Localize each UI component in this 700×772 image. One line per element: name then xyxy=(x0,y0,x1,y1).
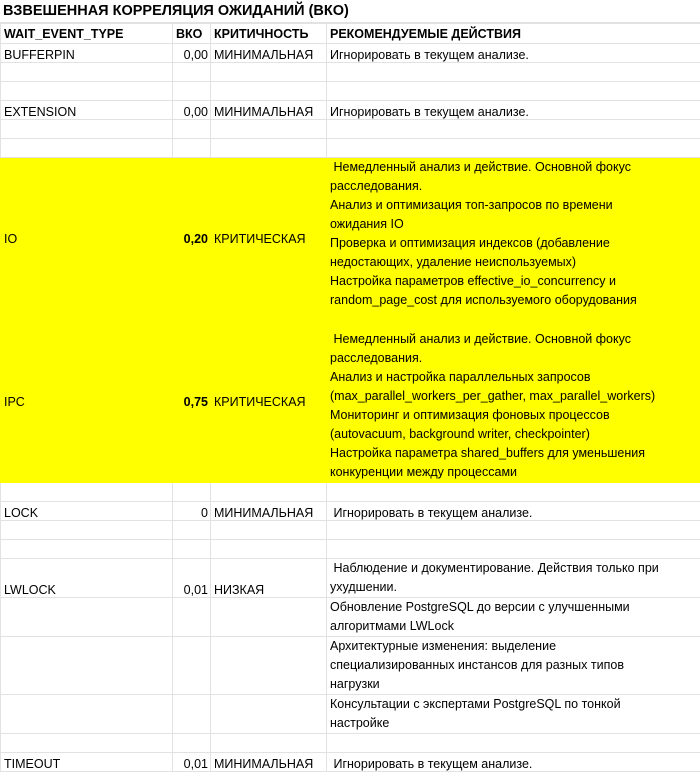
action-line: алгоритмами LWLock xyxy=(330,617,697,636)
action-line: конкуренции между процессами xyxy=(330,463,697,482)
action-line: Анализ и настройка параллельных запросов xyxy=(330,368,697,387)
empty-cell[interactable] xyxy=(173,637,211,695)
empty-cell[interactable] xyxy=(327,139,700,158)
action-line: Мониторинг и оптимизация фоновых процессов xyxy=(330,406,697,425)
empty-cell[interactable] xyxy=(1,540,173,559)
action-line: настройке xyxy=(330,714,697,733)
empty-cell[interactable] xyxy=(173,695,211,734)
action-line: Консультации с экспертами PostgreSQL по тонкой xyxy=(330,695,697,714)
cell-action[interactable] xyxy=(327,637,700,695)
empty-cell[interactable] xyxy=(1,120,173,139)
empty-cell[interactable] xyxy=(327,540,700,559)
empty-cell[interactable] xyxy=(173,598,211,637)
empty-row xyxy=(1,734,700,753)
action-line: специализированных инстансов для разных типов xyxy=(330,656,697,675)
table-row-lwlock-action xyxy=(1,695,700,734)
action-line: Настройка параметров effective_io_concurrency и xyxy=(330,272,697,291)
empty-row xyxy=(1,483,700,502)
empty-cell[interactable] xyxy=(1,637,173,695)
table-row-bufferpin xyxy=(1,44,700,63)
header-wait-event-type[interactable]: WAIT_EVENT_TYPE xyxy=(1,24,173,44)
table-row-timeout xyxy=(1,753,700,772)
cell-type[interactable]: EXTENSION xyxy=(1,101,173,120)
action-line: (autovacuum, background writer, checkpointer) xyxy=(330,425,697,444)
cell-action[interactable]: Игнорировать в текущем анализе. xyxy=(327,502,700,521)
cell-action[interactable]: Игнорировать в текущем анализе. xyxy=(327,44,700,63)
cell-criticality[interactable]: МИНИМАЛЬНАЯ xyxy=(211,502,327,521)
empty-cell[interactable] xyxy=(211,483,327,502)
header-actions[interactable]: РЕКОМЕНДУЕМЫЕ ДЕЙСТВИЯ xyxy=(327,24,700,44)
cell-type[interactable]: LWLOCK xyxy=(1,559,173,598)
action-line: random_page_cost для используемого оборудования xyxy=(330,291,697,310)
empty-cell[interactable] xyxy=(173,483,211,502)
empty-cell[interactable] xyxy=(211,734,327,753)
empty-cell[interactable] xyxy=(173,82,211,101)
action-line: ожидания IO xyxy=(330,215,697,234)
action-line: (max_parallel_workers_per_gather, max_parallel_workers) xyxy=(330,387,697,406)
action-line: Проверка и оптимизация индексов (добавление xyxy=(330,234,697,253)
empty-cell[interactable] xyxy=(327,82,700,101)
cell-action[interactable] xyxy=(327,321,700,483)
empty-row xyxy=(1,82,700,101)
empty-cell[interactable] xyxy=(211,521,327,540)
empty-cell[interactable] xyxy=(211,82,327,101)
action-line: Архитектурные изменения: выделение xyxy=(330,637,697,656)
cell-action[interactable] xyxy=(327,695,700,734)
empty-row xyxy=(1,139,700,158)
header-row xyxy=(1,24,700,44)
table-row-lwlock-action xyxy=(1,598,700,637)
empty-cell[interactable] xyxy=(327,483,700,502)
cell-type[interactable]: IPC xyxy=(1,321,173,483)
empty-cell[interactable] xyxy=(173,540,211,559)
table-row-lwlock xyxy=(1,559,700,598)
cell-criticality[interactable]: МИНИМАЛЬНАЯ xyxy=(211,753,327,772)
action-line: Немедленный анализ и действие. Основной фокус xyxy=(330,330,697,349)
empty-cell[interactable] xyxy=(211,598,327,637)
empty-cell[interactable] xyxy=(1,734,173,753)
table-row-lock xyxy=(1,502,700,521)
cell-criticality[interactable]: МИНИМАЛЬНАЯ xyxy=(211,101,327,120)
cell-vko[interactable]: 0,75 xyxy=(173,321,211,483)
empty-cell[interactable] xyxy=(211,695,327,734)
empty-cell[interactable] xyxy=(1,695,173,734)
empty-cell[interactable] xyxy=(173,120,211,139)
action-line: расследования. xyxy=(330,177,697,196)
empty-cell[interactable] xyxy=(1,82,173,101)
cell-type[interactable]: LOCK xyxy=(1,502,173,521)
empty-cell[interactable] xyxy=(327,63,700,82)
cell-action[interactable] xyxy=(327,158,700,321)
empty-cell[interactable] xyxy=(211,120,327,139)
action-line: нагрузки xyxy=(330,675,697,694)
cell-vko[interactable]: 0 xyxy=(173,502,211,521)
empty-row xyxy=(1,540,700,559)
cell-criticality[interactable]: НИЗКАЯ xyxy=(211,559,327,598)
cell-vko[interactable]: 0,01 xyxy=(173,559,211,598)
cell-criticality[interactable]: КРИТИЧЕСКАЯ xyxy=(211,321,327,483)
empty-cell[interactable] xyxy=(173,139,211,158)
empty-row xyxy=(1,521,700,540)
header-criticality[interactable]: КРИТИЧНОСТЬ xyxy=(211,24,327,44)
cell-action[interactable]: Игнорировать в текущем анализе. xyxy=(327,753,700,772)
action-line: Анализ и оптимизация топ-запросов по времени xyxy=(330,196,697,215)
action-line: расследования. xyxy=(330,349,697,368)
cell-action[interactable] xyxy=(327,559,700,598)
cell-type[interactable]: BUFFERPIN xyxy=(1,44,173,63)
wait-events-table xyxy=(0,23,700,772)
empty-cell[interactable] xyxy=(211,63,327,82)
empty-cell[interactable] xyxy=(1,521,173,540)
empty-cell[interactable] xyxy=(327,734,700,753)
empty-row xyxy=(1,63,700,82)
cell-criticality[interactable]: МИНИМАЛЬНАЯ xyxy=(211,44,327,63)
empty-row xyxy=(1,120,700,139)
cell-type[interactable]: TIMEOUT xyxy=(1,753,173,772)
sheet-title[interactable]: ВЗВЕШЕННАЯ КОРРЕЛЯЦИЯ ОЖИДАНИЙ (ВКО) xyxy=(0,0,700,23)
cell-type[interactable]: IO xyxy=(1,158,173,321)
table-row-ipc xyxy=(1,321,700,483)
action-line: Настройка параметра shared_buffers для уменьшения xyxy=(330,444,697,463)
action-line: Немедленный анализ и действие. Основной фокус xyxy=(330,158,697,177)
cell-vko[interactable]: 0,00 xyxy=(173,44,211,63)
cell-criticality[interactable]: КРИТИЧЕСКАЯ xyxy=(211,158,327,321)
empty-cell[interactable] xyxy=(173,521,211,540)
action-line: ухудшении. xyxy=(330,578,697,597)
empty-cell[interactable] xyxy=(211,637,327,695)
action-line: недостающих, удаление неиспользуемых) xyxy=(330,253,697,272)
action-line: Наблюдение и документирование. Действия только при xyxy=(330,559,697,578)
cell-vko[interactable]: 0,20 xyxy=(173,158,211,321)
table-row-extension xyxy=(1,101,700,120)
empty-cell[interactable] xyxy=(211,540,327,559)
cell-vko[interactable]: 0,01 xyxy=(173,753,211,772)
cell-vko[interactable]: 0,00 xyxy=(173,101,211,120)
empty-cell[interactable] xyxy=(211,139,327,158)
table-row-io xyxy=(1,158,700,321)
cell-action[interactable]: Игнорировать в текущем анализе. xyxy=(327,101,700,120)
empty-cell[interactable] xyxy=(173,734,211,753)
empty-cell[interactable] xyxy=(1,139,173,158)
empty-cell[interactable] xyxy=(1,483,173,502)
empty-cell[interactable] xyxy=(327,521,700,540)
table-row-lwlock-action xyxy=(1,637,700,695)
empty-cell[interactable] xyxy=(1,598,173,637)
action-line: Обновление PostgreSQL до версии с улучшенными xyxy=(330,598,697,617)
empty-cell[interactable] xyxy=(1,63,173,82)
header-vko[interactable]: ВКО xyxy=(173,24,211,44)
empty-cell[interactable] xyxy=(173,63,211,82)
empty-cell[interactable] xyxy=(327,120,700,139)
cell-action[interactable] xyxy=(327,598,700,637)
